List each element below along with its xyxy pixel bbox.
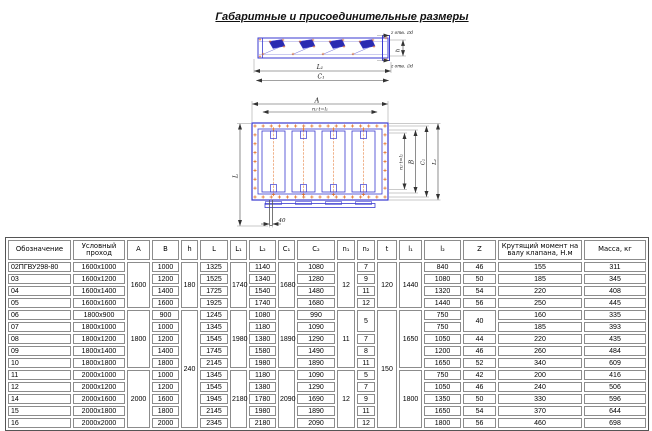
table-cell: 1000 — [152, 370, 179, 380]
table-cell: 10 — [8, 358, 71, 368]
blade-levers — [259, 37, 388, 61]
table-cell: 46 — [463, 382, 496, 392]
table-header-row — [8, 240, 646, 260]
table-row — [8, 346, 646, 356]
column-header: L₁ — [230, 240, 247, 260]
table-cell: 1890 — [297, 406, 335, 416]
table-cell: 250 — [498, 298, 582, 308]
table-cell: 1400 — [152, 286, 179, 296]
table-cell: 9 — [357, 274, 375, 284]
table-cell: 435 — [584, 334, 646, 344]
table-cell: 9 — [357, 394, 375, 404]
table-cell: 16 — [8, 418, 71, 428]
column-header: t — [377, 240, 397, 260]
table-cell: 1600x1200 — [73, 274, 125, 284]
dim-label-40: 40 — [278, 218, 286, 224]
table-cell: 340 — [498, 358, 582, 368]
table-cell: 1440 — [424, 298, 461, 308]
table-row — [8, 286, 646, 296]
table-cell: 2090 — [278, 370, 295, 428]
table-cell: 50 — [463, 274, 496, 284]
column-header: Обозначение — [8, 240, 71, 260]
table-row — [8, 310, 646, 320]
table-cell: 1540 — [249, 286, 276, 296]
table-cell: 506 — [584, 382, 646, 392]
table-cell: 1945 — [200, 394, 228, 404]
table-cell: 7 — [357, 262, 375, 272]
table-cell: 1740 — [230, 262, 247, 308]
table-cell: 330 — [498, 394, 582, 404]
table-cell: 1350 — [424, 394, 461, 404]
column-header: L — [200, 240, 228, 260]
column-header: l₁ — [399, 240, 422, 260]
dim-label-h: h — [395, 48, 402, 53]
table-cell: 2000x1200 — [73, 382, 125, 392]
table-cell: 1780 — [249, 394, 276, 404]
table-cell: 08 — [8, 334, 71, 344]
table-row — [8, 418, 646, 428]
table-cell: 7 — [357, 382, 375, 392]
table-cell: 596 — [584, 394, 646, 404]
table-cell: 240 — [181, 310, 198, 428]
table-cell: 12 — [357, 298, 375, 308]
table-cell: 1680 — [297, 298, 335, 308]
column-header: n₂ — [357, 240, 375, 260]
valve-frame-outer — [252, 123, 388, 200]
table-cell: 5 — [357, 310, 375, 332]
table-cell: 2000 — [127, 370, 150, 428]
table-cell: 8 — [357, 346, 375, 356]
column-header: l₂ — [424, 240, 461, 260]
table-cell: 1200 — [152, 274, 179, 284]
table-cell: 840 — [424, 262, 461, 272]
table-cell: 1800 — [152, 406, 179, 416]
table-cell: 1050 — [424, 334, 461, 344]
table-cell: 1400 — [152, 346, 179, 356]
table-cell: 1800 — [424, 418, 461, 428]
table-row — [8, 334, 646, 344]
table-cell: 180 — [181, 262, 198, 308]
table-cell: 1345 — [200, 322, 228, 332]
column-header: Масса, кг — [584, 240, 646, 260]
table-cell: 644 — [584, 406, 646, 416]
table-cell: 1440 — [399, 262, 422, 308]
table-cell: 54 — [463, 286, 496, 296]
table-cell: 311 — [584, 262, 646, 272]
table-cell: 1600 — [127, 262, 150, 308]
table-cell: 1800x1000 — [73, 322, 125, 332]
table-cell: 155 — [498, 262, 582, 272]
table-cell: 1280 — [297, 274, 335, 284]
table-row — [8, 322, 646, 332]
table-cell: 990 — [297, 310, 335, 320]
table-row — [8, 298, 646, 308]
table-cell: 1000 — [152, 322, 179, 332]
table-cell: 1380 — [249, 382, 276, 392]
column-header: Z — [463, 240, 496, 260]
table-cell: 1380 — [249, 334, 276, 344]
table-cell: 1290 — [297, 382, 335, 392]
table-cell: 750 — [424, 310, 461, 320]
table-cell: 1525 — [200, 274, 228, 284]
table-row — [8, 274, 646, 284]
table-cell: 416 — [584, 370, 646, 380]
table-cell: 5 — [357, 370, 375, 380]
dim-label-n1t: n₁·t=l₁ — [312, 107, 328, 113]
table-cell: 1200 — [424, 346, 461, 356]
column-header: B — [152, 240, 179, 260]
table-cell: 1345 — [200, 370, 228, 380]
holes-callout-top: z отв. ∅d — [391, 30, 414, 36]
column-header: h — [181, 240, 198, 260]
table-cell: 1890 — [278, 310, 295, 368]
table-cell: 1090 — [297, 322, 335, 332]
column-header: Крутящий момент на валу клапана, Н.м — [498, 240, 582, 260]
table-cell: 1490 — [297, 346, 335, 356]
table-cell: 11 — [357, 286, 375, 296]
table-row — [8, 382, 646, 392]
table-cell: 12 — [337, 370, 355, 428]
table-cell: 1000 — [152, 262, 179, 272]
table-cell: 1340 — [249, 274, 276, 284]
table-cell: 1740 — [249, 298, 276, 308]
dim-label-l: L — [231, 173, 240, 179]
table-cell: 1800x1200 — [73, 334, 125, 344]
table-cell: 2000x1000 — [73, 370, 125, 380]
table-cell: 1180 — [249, 370, 276, 380]
table-cell: 2180 — [249, 418, 276, 428]
table-cell: 1600x1000 — [73, 262, 125, 272]
table-cell: 56 — [463, 298, 496, 308]
column-header: Условный проход — [73, 240, 125, 260]
table-cell: 150 — [377, 310, 397, 428]
table-cell: 56 — [463, 418, 496, 428]
table-cell: 1800x1400 — [73, 346, 125, 356]
table-cell: 1080 — [424, 274, 461, 284]
table-cell: 1890 — [297, 358, 335, 368]
table-cell: 609 — [584, 358, 646, 368]
table-cell: 2000 — [152, 418, 179, 428]
table-cell: 11 — [357, 358, 375, 368]
table-cell: 1200 — [152, 382, 179, 392]
table-cell: 1325 — [200, 262, 228, 272]
table-cell: 1800x900 — [73, 310, 125, 320]
table-cell: 120 — [377, 262, 397, 308]
table-cell: 11 — [337, 310, 355, 368]
table-cell: 1925 — [200, 298, 228, 308]
table-cell: 185 — [498, 322, 582, 332]
table-cell: 900 — [152, 310, 179, 320]
column-header: C₁ — [278, 240, 295, 260]
page-title: Габаритные и присоединительные размеры — [215, 11, 469, 23]
table-cell: 1980 — [249, 358, 276, 368]
table-cell: 06 — [8, 310, 71, 320]
dim-label-c2: C₂ — [420, 158, 427, 166]
valve-blades — [262, 127, 375, 204]
table-cell: 1080 — [249, 310, 276, 320]
table-cell: 1080 — [297, 262, 335, 272]
table-cell: 2000x1800 — [73, 406, 125, 416]
table-cell: 1600 — [152, 298, 179, 308]
table-cell: 2090 — [297, 418, 335, 428]
technical-drawing — [225, 26, 465, 238]
table-cell: 160 — [498, 310, 582, 320]
table-cell: 750 — [424, 322, 461, 332]
table-cell: 1290 — [297, 334, 335, 344]
table-cell: 15 — [8, 406, 71, 416]
table-cell: 1745 — [200, 346, 228, 356]
table-cell: 1545 — [200, 334, 228, 344]
table-cell: 335 — [584, 310, 646, 320]
dim-label-n2t: n₂·t=l₂ — [399, 154, 405, 170]
table-cell: 1245 — [200, 310, 228, 320]
table-cell: 1800 — [127, 310, 150, 368]
table-cell: 750 — [424, 370, 461, 380]
table-cell: 1200 — [152, 334, 179, 344]
table-cell: 200 — [498, 370, 582, 380]
table-cell: 03 — [8, 274, 71, 284]
table-cell: 185 — [498, 274, 582, 284]
table-row — [8, 394, 646, 404]
table-cell: 1580 — [249, 346, 276, 356]
table-cell: 1140 — [249, 262, 276, 272]
table-cell: 370 — [498, 406, 582, 416]
table-cell: 50 — [463, 394, 496, 404]
table-cell: 2000x1600 — [73, 394, 125, 404]
table-cell: 1690 — [297, 394, 335, 404]
table-cell: 2180 — [230, 370, 247, 428]
dim-label-b: B — [408, 159, 416, 165]
table-cell: 1320 — [424, 286, 461, 296]
table-cell: 460 — [498, 418, 582, 428]
table-cell: 1800x1800 — [73, 358, 125, 368]
table-cell: 1600x1600 — [73, 298, 125, 308]
table-cell: 42 — [463, 370, 496, 380]
table-cell: 1600x1400 — [73, 286, 125, 296]
table-row — [8, 406, 646, 416]
table-row — [8, 262, 646, 272]
table-cell: 12 — [357, 418, 375, 428]
table-cell: 484 — [584, 346, 646, 356]
table-cell: 7 — [357, 334, 375, 344]
front-view — [232, 96, 441, 227]
column-header: A — [127, 240, 150, 260]
table-cell: 1050 — [424, 382, 461, 392]
table-cell: 12 — [337, 262, 355, 308]
table-cell: 220 — [498, 334, 582, 344]
table-cell: 345 — [584, 274, 646, 284]
table-cell: 1545 — [200, 382, 228, 392]
column-header: C₂ — [297, 240, 335, 260]
dim-label-l1: L₁ — [316, 64, 324, 72]
table-cell: 1800 — [399, 370, 422, 428]
table-cell: 05 — [8, 298, 71, 308]
column-header: L₂ — [249, 240, 276, 260]
table-cell: 52 — [463, 358, 496, 368]
table-cell: 09 — [8, 346, 71, 356]
table-cell: 46 — [463, 346, 496, 356]
top-view — [254, 30, 413, 81]
table-cell: 2145 — [200, 406, 228, 416]
table-cell: 1980 — [249, 406, 276, 416]
table-cell: 1480 — [297, 286, 335, 296]
table-cell: 11 — [8, 370, 71, 380]
table-cell: 445 — [584, 298, 646, 308]
table-cell: 11 — [357, 406, 375, 416]
column-header: n₁ — [337, 240, 355, 260]
table-cell: 12 — [8, 382, 71, 392]
table-cell: 260 — [498, 346, 582, 356]
table-cell: 698 — [584, 418, 646, 428]
table-cell: 40 — [463, 310, 496, 332]
table-cell: 07 — [8, 322, 71, 332]
table-cell: 14 — [8, 394, 71, 404]
table-cell: 54 — [463, 406, 496, 416]
table-cell: 2000x2000 — [73, 418, 125, 428]
table-cell: 04 — [8, 286, 71, 296]
table-row — [8, 370, 646, 380]
table-cell: 1650 — [399, 310, 422, 368]
holes-callout-bottom: z отв. ∅d — [391, 64, 414, 70]
table-cell: 1180 — [249, 322, 276, 332]
table-cell: 240 — [498, 382, 582, 392]
table-cell: 02ПГВУ298-80 — [8, 262, 71, 272]
table-cell: 1980 — [230, 310, 247, 368]
table-cell: 1800 — [152, 358, 179, 368]
table-cell: 1680 — [278, 262, 295, 308]
table-cell: 1725 — [200, 286, 228, 296]
table-cell: 1650 — [424, 406, 461, 416]
dim-label-a: A — [314, 96, 320, 105]
table-cell: 44 — [463, 334, 496, 344]
table-cell: 2145 — [200, 358, 228, 368]
table-cell: 2345 — [200, 418, 228, 428]
table-cell: 408 — [584, 286, 646, 296]
dimensions-table — [5, 237, 649, 431]
table-cell: 46 — [463, 262, 496, 272]
table-cell: 1650 — [424, 358, 461, 368]
table-cell: 1090 — [297, 370, 335, 380]
dim-label-l2: L₂ — [432, 159, 438, 165]
table-row — [8, 358, 646, 368]
table-cell: 393 — [584, 322, 646, 332]
dim-label-c1: C₁ — [317, 73, 325, 81]
table-cell: 1600 — [152, 394, 179, 404]
table-cell: 220 — [498, 286, 582, 296]
